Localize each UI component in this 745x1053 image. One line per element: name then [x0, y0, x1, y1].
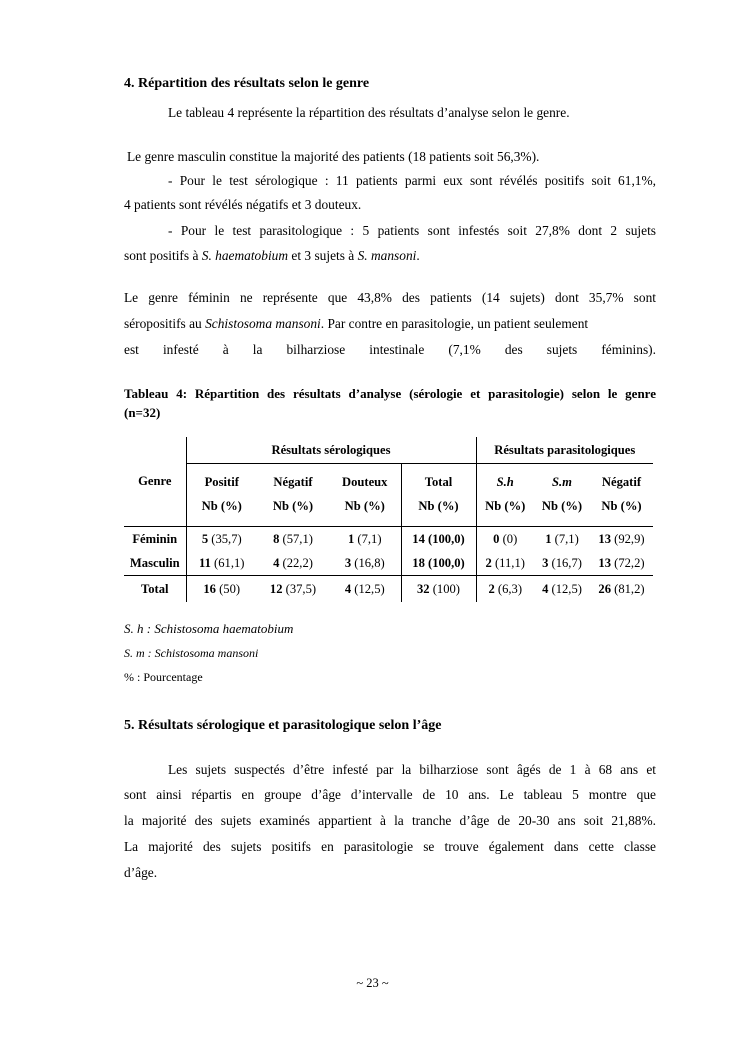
section5-line-1: Les sujets suspectés d’être infesté par la bilharziose sont âgés de 1 à 68 ans et — [168, 762, 656, 777]
sub-header: Nb (%) — [476, 494, 534, 527]
table-row — [124, 576, 653, 603]
cell: 32 (100) — [401, 576, 476, 603]
cell: 4 (22,2) — [257, 551, 329, 576]
section5-line-2: sont ainsi répartis en groupe d’âge d’intervalle de 10 ans. Le tableau 5 montre que — [124, 787, 656, 802]
col-total: Total — [401, 464, 476, 495]
serology-line-2: 4 patients sont révélés négatifs et 3 douteux. — [124, 197, 362, 212]
group-parasitology: Résultats parasitologiques — [476, 437, 653, 464]
cell: 12 (37,5) — [269, 581, 317, 596]
cell: 3 (16,7) — [534, 551, 590, 576]
masculine-line: Le genre masculin constitue la majorité des patients (18 patients soit 56,3%). — [127, 149, 540, 164]
sub-header: Nb (%) — [329, 494, 401, 527]
legend-sh: S. h : Schistosoma haematobium — [124, 621, 294, 636]
table-4 — [124, 437, 653, 602]
col-negatif-para: Négatif — [601, 474, 642, 489]
feminine-line-2: séropositifs au Schistosoma mansoni. Par contre en parasitologie, un patient seulement — [124, 316, 589, 331]
sub-header: Nb (%) — [401, 494, 476, 527]
cell: 16 (50) — [186, 576, 257, 603]
legend-pct: % : Pourcentage — [124, 670, 203, 684]
col-sh: S.h — [476, 464, 534, 495]
cell: 13 (92,9) — [598, 531, 645, 546]
sub-header: Nb (%) — [186, 494, 257, 527]
col-negatif: Négatif — [273, 474, 313, 489]
table-row — [124, 527, 653, 552]
table-caption-line-2: (n=32) — [124, 405, 161, 420]
serology-line-1: - Pour le test sérologique : 11 patients parmi eux sont révélés positifs soit 61,1%, — [168, 173, 656, 188]
table-row — [124, 551, 653, 576]
cell: 1 (7,1) — [545, 531, 579, 546]
col-douteux: Douteux — [342, 474, 388, 489]
sub-header: Nb (%) — [590, 494, 653, 527]
table-caption-line-1: Tableau 4: Répartition des résultats d’analyse (sérologie et parasitologie) selon le genre — [124, 386, 656, 401]
cell: 13 (72,2) — [590, 551, 653, 576]
page-number: ~ 23 ~ — [356, 976, 389, 990]
cell: 14 (100,0) — [401, 527, 476, 552]
cell: 4 (12,5) — [542, 581, 582, 596]
row-label: Féminin — [132, 531, 178, 546]
cell: 3 (16,8) — [329, 551, 401, 576]
sub-header: Nb (%) — [257, 494, 329, 527]
cell: 4 (12,5) — [344, 581, 385, 596]
section4-intro: Le tableau 4 représente la répartition des résultats d’analyse selon le genre. — [168, 105, 570, 120]
section5-heading: 5. Résultats sérologique et parasitologique selon l’âge — [124, 718, 442, 733]
row-label: Total — [140, 581, 169, 596]
parasitology-line-1: - Pour le test parasitologique : 5 patients sont infestés soit 27,8% dont 2 sujets — [168, 223, 656, 238]
cell: 0 (0) — [476, 527, 534, 552]
feminine-line-1: Le genre féminin ne représente que 43,8% des patients (14 sujets) dont 35,7% sont — [124, 290, 656, 305]
section5-line-5: d’âge. — [124, 865, 158, 880]
cell: 5 (35,7) — [186, 527, 257, 552]
col-positif: Positif — [186, 464, 257, 495]
legend-sm: S. m : Schistosoma mansoni — [124, 646, 259, 660]
parasitology-line-2: sont positifs à S. haematobium et 3 sujets à S. mansoni. — [124, 248, 420, 263]
row-label: Masculin — [124, 551, 186, 576]
cell: 18 (100,0) — [401, 551, 476, 576]
cell: 2 (6,3) — [476, 576, 534, 603]
section4-heading: 4. Répartition des résultats selon le genre — [124, 76, 370, 91]
cell: 26 (81,2) — [598, 581, 645, 596]
cell: 1 (7,1) — [347, 531, 382, 546]
feminine-line-3: est infesté à la bilharziose intestinale (7,1% des sujets féminins). — [124, 342, 656, 357]
cell: 11 (61,1) — [186, 551, 257, 576]
section5-line-4: La majorité des sujets positifs en parasitologie se trouve également dans cette classe — [124, 839, 656, 854]
sub-header: Nb (%) — [534, 494, 590, 527]
cell: 2 (11,1) — [476, 551, 534, 576]
cell: 8 (57,1) — [273, 531, 313, 546]
section5-line-3: la majorité des sujets examinés appartient à la tranche d’âge de 20-30 ans soit 21,88%. — [124, 813, 656, 828]
col-sm: S.m — [552, 474, 572, 489]
genre-header: Genre — [124, 437, 186, 527]
group-serology: Résultats sérologiques — [186, 437, 476, 464]
